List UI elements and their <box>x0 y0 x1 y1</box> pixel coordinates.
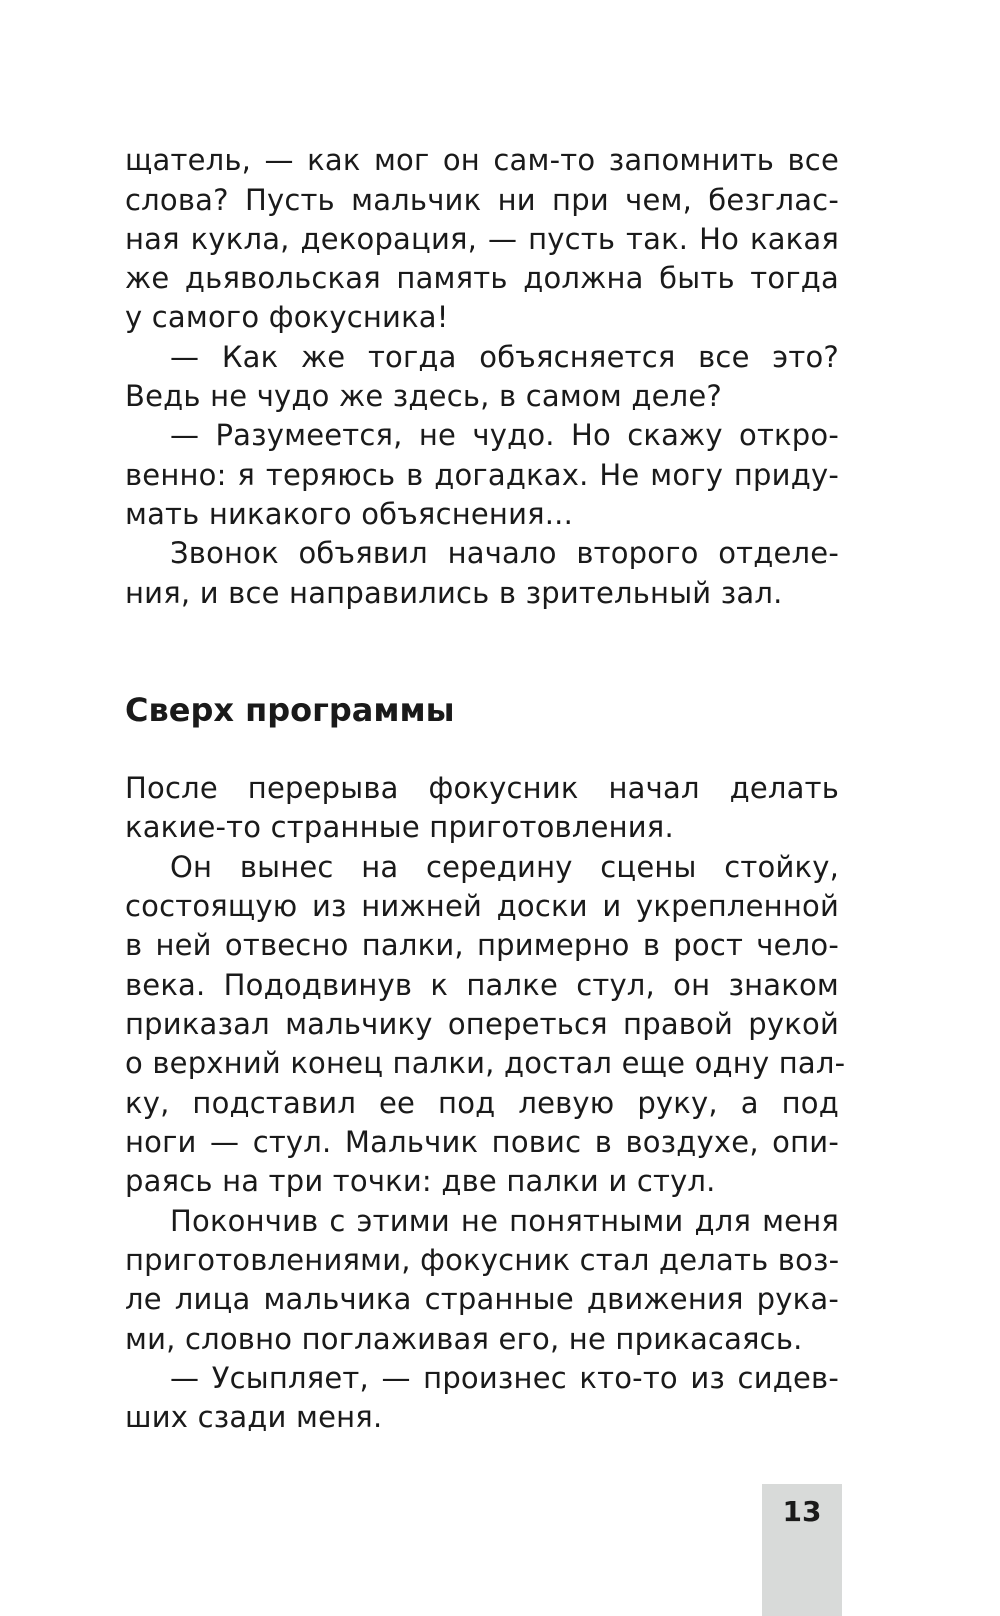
text-line: ми, словно поглаживая его, не прикасаясь. <box>125 1322 803 1356</box>
text-line: состоящую из нижней доски и укрепленной <box>125 889 839 923</box>
page-number-tab <box>762 1484 842 1616</box>
text-line: — Усыпляет, — произнес кто-то из сидев- <box>170 1361 839 1395</box>
text-line: Ведь не чудо же здесь, в самом деле? <box>125 379 722 413</box>
text-line: ку, подставил ее под левую руку, а под <box>125 1086 839 1120</box>
text-line: ноги — стул. Мальчик повис в воздухе, опи- <box>125 1125 839 1159</box>
text-line: — Разумеется, не чудо. Но скажу откро- <box>170 418 839 452</box>
text-line: щатель, — как мог он сам-то запомнить все <box>125 143 839 177</box>
text-line: века. Пододвинув к палке стул, он знаком <box>125 968 839 1002</box>
text-line: Он вынес на середину сцены стойку, <box>170 850 839 884</box>
text-line: приказал мальчику опереться правой рукой <box>125 1007 839 1041</box>
text-line: о верхний конец палки, достал еще одну пал- <box>125 1046 846 1080</box>
page-number: 13 <box>782 1495 822 1528</box>
text-line: какие-то странные приготовления. <box>125 810 674 844</box>
text-line: Покончив с этими не понятными для меня <box>170 1204 839 1238</box>
section-heading: Сверх программы <box>125 691 455 729</box>
text-line: же дьявольская память должна быть тогда <box>125 261 839 295</box>
text-line: После перерыва фокусник начал делать <box>125 771 839 805</box>
text-line: у самого фокусника! <box>125 300 449 334</box>
text-line: ная кукла, декорация, — пусть так. Но какая <box>125 222 839 256</box>
text-line: ших сзади меня. <box>125 1400 383 1434</box>
text-line: ле лица мальчика странные движения рука- <box>125 1282 839 1316</box>
text-line: венно: я теряюсь в догадках. Не могу приду- <box>125 458 839 492</box>
text-line: ния, и все направились в зрительный зал. <box>125 576 783 610</box>
text-line: Звонок объявил начало второго отделе- <box>170 536 839 570</box>
text-line: слова? Пусть мальчик ни при чем, безглас- <box>125 183 839 217</box>
text-line: — Как же тогда объясняется все это? <box>170 340 839 374</box>
text-line: мать никакого объяснения... <box>125 497 574 531</box>
text-line: раясь на три точки: две палки и стул. <box>125 1164 716 1198</box>
text-line: в ней отвесно палки, примерно в рост чело- <box>125 928 839 962</box>
text-line: приготовлениями, фокусник стал делать воз- <box>125 1243 840 1277</box>
